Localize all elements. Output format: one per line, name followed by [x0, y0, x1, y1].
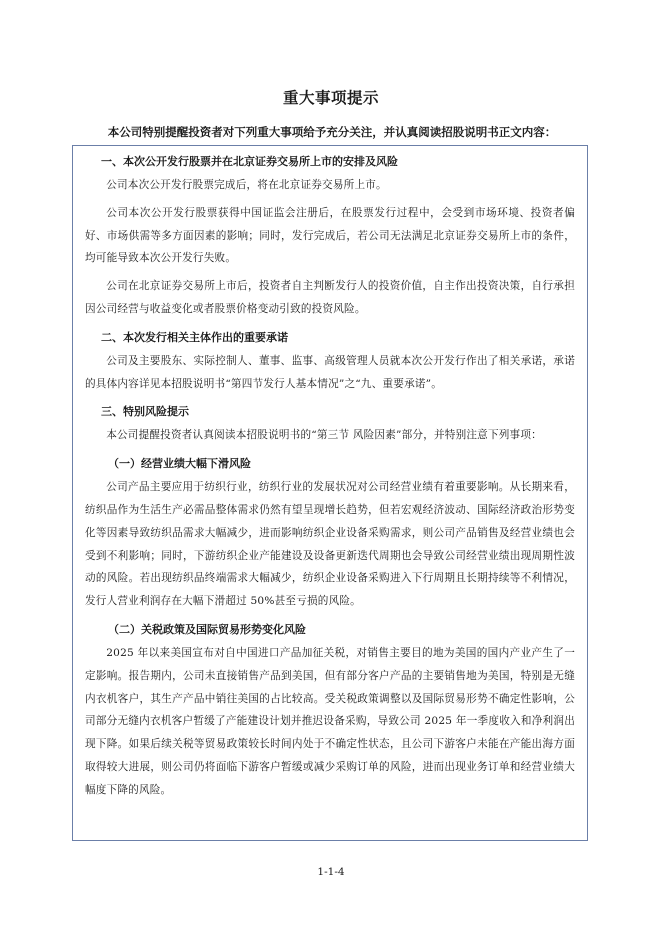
section-2-paragraph: 公司及主要股东、实际控制人、董事、监事、高级管理人员就本次公开发行作出了相关承诺，承诺的具体内容详见本招股说明书“第四节发行人基本情况”之“九、重要承诺”。	[85, 354, 575, 390]
content-box	[72, 145, 588, 841]
page-number: 1-1-4	[317, 866, 345, 878]
intro-statement: 本公司特别提醒投资者对下列重大事项给予充分关注，并认真阅读招股说明书正文内容：	[107, 125, 557, 139]
section-2-heading: 二、本次发行相关主体作出的重要承诺	[101, 330, 288, 344]
section-3-paragraph: 本公司提醒投资者认真阅读本招股说明书的“第三节 风险因素”部分，并特别注意下列事项：	[106, 429, 542, 442]
subsection-2-paragraph: 2025 年以来美国宣布对自中国进口产品加征关税，对销售主要目的地为美国的国内产业产生了一定影响。报告期内，公司未直接销售产品到美国，但有部分客户产品的主要销售地为美国，特别是无缝内衣机客户，其生产产品中销往美国的占比较高。受关税政策调整以及国际贸易形势不确定性影响，公司部分无缝内衣机客户暂缓了产能建设计划并推迟设备采购，导致公司 2025 年一季度收入和净利润出现下降。如果后续关税等贸易政策较长时间内处于不确定性状态，且公司下游客户未能在产能出海方面取得较大进展，则公司仍将面临下游客户暂缓或减少采购订单的风险，进而出现业务订单和经营业绩大幅度下降的风险。	[85, 646, 575, 796]
section-1-paragraph: 公司本次公开发行股票获得中国证监会注册后，在股票发行过程中，会受到市场环境、投资者偏好、市场供需等多方面因素的影响；同时，发行完成后，若公司无法满足北京证券交易所上市的条件，均可能导致本次公开发行失败。	[85, 206, 575, 265]
section-1-heading: 一、本次公开发行股票并在北京证券交易所上市的安排及风险	[101, 155, 398, 168]
subsection-2-heading: （二）关税政策及国际贸易形势变化风险	[108, 622, 306, 636]
section-3-heading: 三、特别风险提示	[101, 405, 189, 419]
page-title: 重大事项提示	[282, 89, 379, 107]
section-1-paragraph: 公司在北京证券交易所上市后，投资者自主判断发行人的投资价值，自主作出投资决策，自行承担因公司经营与收益变化或者股票价格变动引致的投资风险。	[85, 280, 575, 315]
section-1-paragraph: 公司本次公开发行股票完成后，将在北京证券交易所上市。	[106, 179, 387, 191]
subsection-1-paragraph: 公司产品主要应用于纺织行业，纺织行业的发展状况对公司经营业绩有着重要影响。从长期来看，纺织品作为生活生产必需品整体需求仍然有望呈现增长趋势，但若宏观经济波动、国际经济政治形势变化等因素导致纺织品需求大幅减少，进而影响纺织企业设备采购需求，则公司产品销售及经营业绩也会受到不利影响；同时，下游纺织企业产能建设及设备更新迭代周期也会导致公司经营业绩出现周期性波动的风险。若出现纺织品终端需求大幅减少，纺织企业设备采购进入下行周期且长期持续等不利情况，发行人营业利润存在大幅下滑超过 50%甚至亏损的风险。	[85, 481, 575, 608]
subsection-1-heading: （一）经营业绩大幅下滑风险	[108, 457, 251, 471]
